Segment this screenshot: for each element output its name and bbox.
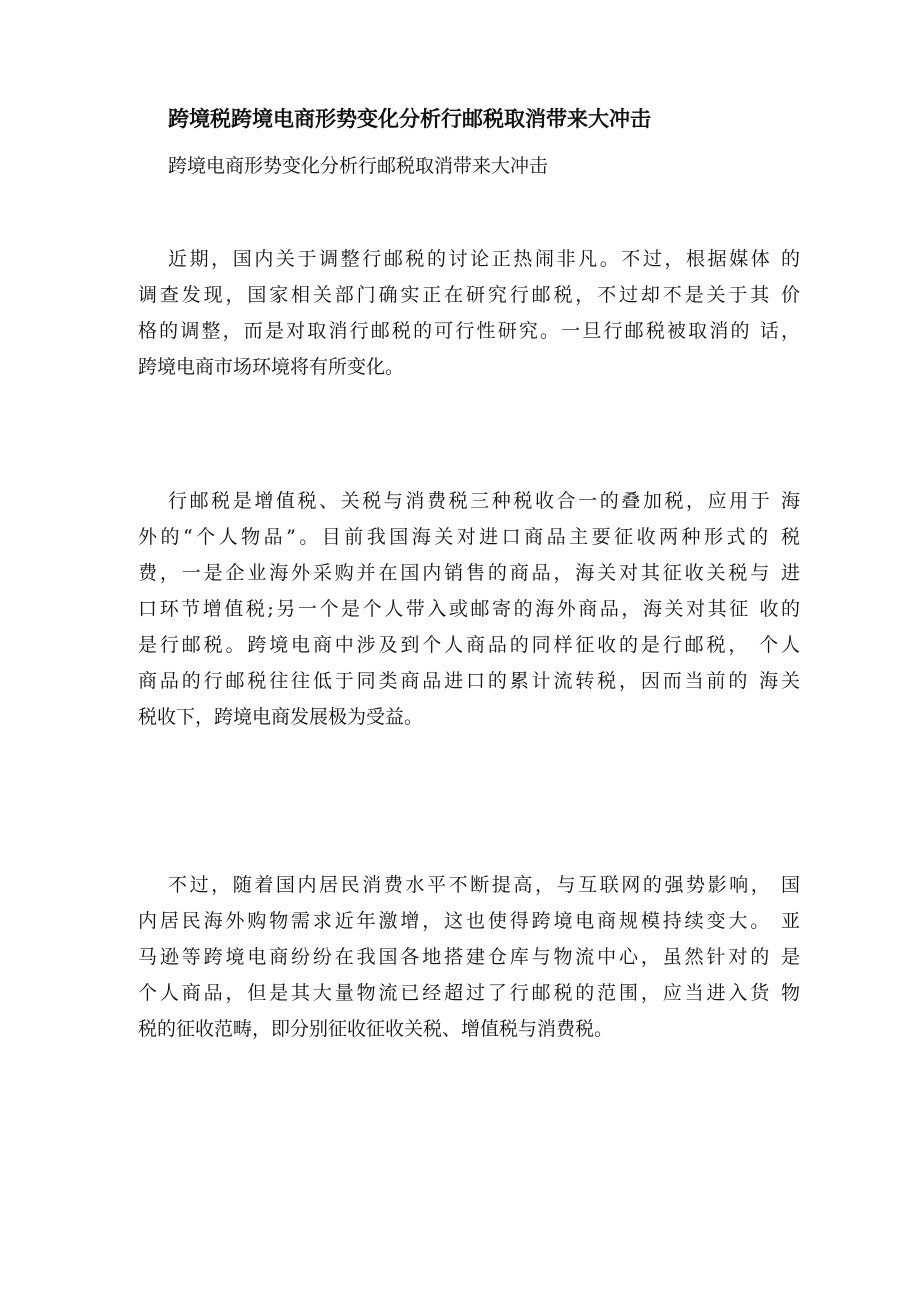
paragraph-line: 是行邮税。跨境电商中涉及到个人商品的同样征收的是行邮税， 个人 [138,634,800,656]
paragraph-line: 不过，随着国内居民消费水平不断提高，与互联网的强势影响， 国 [168,874,800,896]
paragraph-line: 费，一是企业海外采购并在国内销售的商品，海关对其征收关税与 进 [138,562,800,584]
paragraph-line: 口环节增值税;另一个是个人带入或邮寄的海外商品，海关对其征 收的 [138,598,800,620]
paragraph-3 [138,867,800,1047]
paragraph-line: 近期，国内关于调整行邮税的讨论正热闹非凡。不过，根据媒体 的 [168,248,800,270]
paragraph-line: 外的“个人物品”。目前我国海关对进口商品主要征收两种形式的 税 [138,526,800,548]
document-title: 跨境税跨境电商形势变化分析行邮税取消带来大冲击 [168,106,651,131]
paragraph-line: 马逊等跨境电商纷纷在我国各地搭建仓库与物流中心，虽然针对的 是 [138,946,800,968]
paragraph-line: 个人商品，但是其大量物流已经超过了行邮税的范围，应当进入货 物 [138,982,800,1004]
paragraph-line: 行邮税是增值税、关税与消费税三种税收合一的叠加税，应用于 海 [168,490,800,512]
paragraph-line: 内居民海外购物需求近年激增，这也使得跨境电商规模持续变大。 亚 [138,910,800,932]
paragraph-1 [138,241,800,385]
paragraph-line: 税的征收范畴，即分别征收征收关税、增值税与消费税。 [138,1018,614,1040]
paragraph-line: 格的调整，而是对取消行邮税的可行性研究。一旦行邮税被取消的 话， [138,320,800,342]
paragraph-line: 调查发现，国家相关部门确实正在研究行邮税，不过却不是关于其 价 [138,284,800,306]
paragraph-line: 商品的行邮税往往低于同类商品进口的累计流转税，因而当前的 海关 [138,670,800,692]
paragraph-line: 跨境电商市场环境将有所变化。 [138,356,405,378]
document-subtitle: 跨境电商形势变化分析行邮税取消带来大冲击 [168,155,549,177]
paragraph-2 [138,483,800,735]
paragraph-line: 税收下，跨境电商发展极为受益。 [138,706,424,728]
